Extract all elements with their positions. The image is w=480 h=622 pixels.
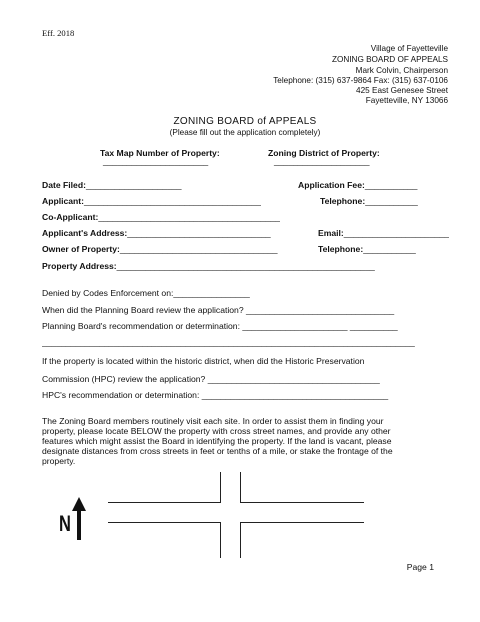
chairperson: Mark Colvin, Chairperson	[355, 66, 448, 75]
street-line-bottom-left	[108, 522, 220, 523]
north-label: N	[59, 511, 71, 536]
zoning-district-field[interactable]: ____________________	[274, 156, 370, 166]
tax-map-field[interactable]: ______________________	[103, 156, 209, 166]
applicant-telephone-row	[320, 196, 418, 206]
property-address-row	[42, 261, 375, 271]
application-fee-field[interactable]: ___________	[364, 180, 418, 190]
applicant-telephone-field[interactable]: ___________	[365, 196, 418, 206]
instruction-line: features which might assist the Board in identifying the property. If the land is vacant, please	[42, 436, 392, 446]
owner-field[interactable]: _________________________________	[119, 244, 278, 254]
page-subtitle: (Please fill out the application completely)	[169, 128, 321, 137]
denied-by-codes-field[interactable]: Denied by Codes Enforcement on:________________	[42, 288, 250, 298]
street-line-bottom-right	[240, 522, 364, 523]
street-line-vertical-top-left	[220, 472, 221, 503]
owner-label: Owner of Property:	[42, 244, 120, 254]
instruction-line: property.	[42, 456, 76, 466]
page-number: Page 1	[406, 562, 434, 572]
applicant-label: Applicant:	[42, 196, 85, 206]
effective-date: Eff. 2018	[42, 28, 75, 38]
street-address: 425 East Genesee Street	[356, 86, 448, 95]
owner-telephone-label: Telephone:	[318, 244, 364, 254]
applicant-address-field[interactable]: ______________________________	[127, 228, 271, 238]
street-line-top-right	[240, 502, 364, 503]
planning-board-review-field[interactable]: When did the Planning Board review the application? _______________________________	[42, 305, 395, 315]
applicant-address-label: Applicant's Address:	[42, 228, 128, 238]
street-line-vertical-bottom-left	[220, 522, 221, 558]
separator-line: ______________________________________________________________________________	[42, 337, 415, 347]
date-filed-label: Date Filed:	[42, 180, 86, 190]
planning-board-recommendation-field[interactable]: Planning Board's recommendation or determination: ______________________ __________	[42, 321, 398, 331]
property-address-field[interactable]: ______________________________________________________	[116, 261, 375, 271]
owner-telephone-row	[318, 244, 416, 254]
instruction-line: property, please locate BELOW the property with cross street names, and provide any other	[42, 426, 391, 436]
owner-row	[42, 244, 278, 254]
applicant-field[interactable]: _____________________________________	[84, 196, 261, 206]
hpc-review-field[interactable]: Commission (HPC) review the application? ____________________________________	[42, 374, 380, 384]
street-line-vertical-bottom-right	[240, 522, 241, 558]
zoning-district-label: Zoning District of Property:	[268, 148, 380, 158]
hpc-recommendation-field[interactable]: HPC's recommendation or determination: _______________________________________	[42, 390, 389, 400]
page-title: ZONING BOARD of APPEALS	[173, 116, 317, 127]
north-arrow-icon	[69, 497, 99, 543]
co-applicant-row	[42, 212, 280, 222]
property-address-label: Property Address:	[42, 261, 117, 271]
applicant-address-row	[42, 228, 271, 238]
historic-district-question: If the property is located within the historic district, when did the Historic Preservation	[42, 356, 365, 366]
application-fee-row	[298, 180, 417, 190]
street-line-top-left	[108, 502, 220, 503]
application-fee-label: Application Fee:	[298, 180, 365, 190]
email-row	[318, 228, 449, 238]
co-applicant-field[interactable]: ______________________________________	[98, 212, 280, 222]
tax-map-label: Tax Map Number of Property:	[100, 148, 220, 158]
applicant-telephone-label: Telephone:	[320, 196, 366, 206]
applicant-row	[42, 196, 261, 206]
instruction-line: designate distances from cross streets in feet or tenths of a mile, or stake the frontage of the	[42, 446, 393, 456]
village-name: Village of Fayetteville	[370, 44, 448, 53]
instruction-line: The Zoning Board members routinely visit each site. In order to assist them in finding your	[42, 416, 384, 426]
email-field[interactable]: ______________________	[343, 228, 449, 238]
email-label: Email:	[318, 228, 344, 238]
street-line-vertical-top-right	[240, 472, 241, 503]
city-state-zip: Fayetteville, NY 13066	[365, 96, 448, 105]
co-applicant-label: Co-Applicant:	[42, 212, 99, 222]
telephone-fax: Telephone: (315) 637-9864 Fax: (315) 637-0106	[273, 76, 448, 85]
date-filed-row	[42, 180, 182, 190]
date-filed-field[interactable]: ____________________	[85, 180, 182, 190]
board-name: ZONING BOARD OF APPEALS	[331, 55, 448, 64]
owner-telephone-field[interactable]: ___________	[363, 244, 416, 254]
